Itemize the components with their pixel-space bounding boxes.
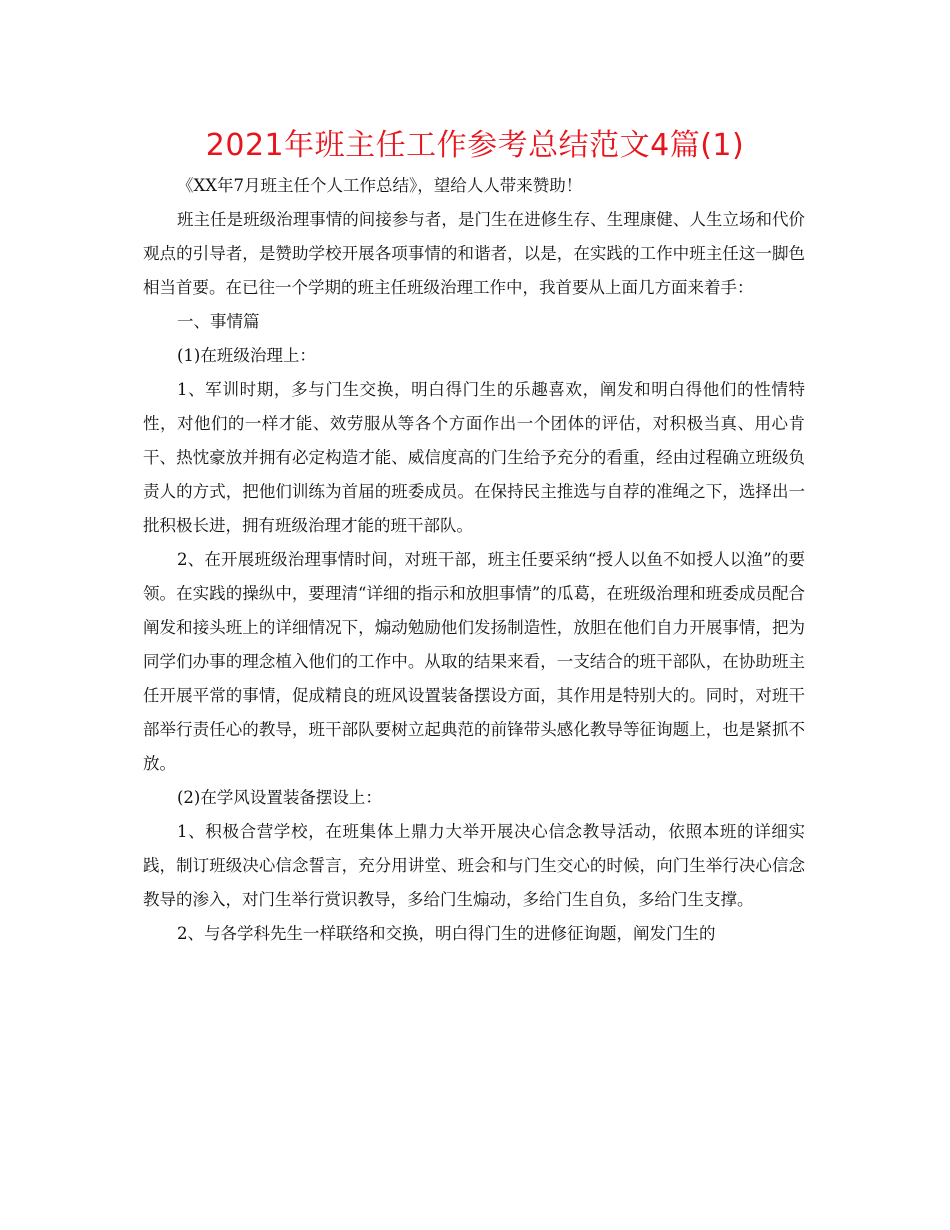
section-heading: 一、事情篇 bbox=[177, 312, 260, 331]
subsection-heading: (1)在班级治理上： bbox=[177, 346, 316, 365]
body-paragraph: 2、在开展班级治理事情时间，对班干部，班主任要采纳“授人以鱼不如授人以渔”的要领。在实践的操纵中，要理清“详细的指示和放胆事情”的瓜葛，在班级治理和班委成员配合阐发和接头班上的详细情况下，煽动勉励他们发扬制造性，放胆在他们自力开展事情，把为同学们办事的理念植入他们的工作中。从取的结果来看，一支结合的班干部队，在协助班主任开展平常的事情，促成精良的班风设置装备摆设方面，其作用是特别大的。同时，对班干部举行责任心的教导，班干部队要树立起典范的前锋带头感化教导等征询题上，也是紧抓不放。 bbox=[143, 550, 805, 773]
document-title: 2021年班主任工作参考总结范文4篇(1) bbox=[205, 128, 745, 163]
body-paragraph: 班主任是班级治理事情的间接参与者，是门生在进修生存、生理康健、人生立场和代价观点的引导者，是赞助学校开展各项事情的和谐者，以是，在实践的工作中班主任这一脚色相当首要。在已往一个学期的班主任班级治理工作中，我首要从上面几方面来着手： bbox=[143, 210, 805, 297]
body-paragraph: 1、军训时期，多与门生交换，明白得门生的乐趣喜欢，阐发和明白得他们的性情特性，对他们的一样才能、效劳服从等各个方面作出一个团体的评估，对积极当真、用心肯干、热忱豪放并拥有必定构造才能、威信度高的门生给予充分的看重，经由过程确立班级负责人的方式，把他们训练为首届的班委成员。在保持民主推选与自荐的准绳之下，选择出一批积极长进，拥有班级治理才能的班干部队。 bbox=[143, 380, 805, 535]
intro-paragraph: 《XX年7月班主任个人工作总结》，望给人人带来赞助！ bbox=[177, 176, 583, 195]
document-body bbox=[143, 169, 805, 951]
subsection-heading: (2)在学风设置装备摆设上： bbox=[177, 788, 382, 807]
body-paragraph: 2、与各学科先生一样联络和交换，明白得门生的进修征询题，阐发门生的 bbox=[177, 924, 716, 943]
body-paragraph: 1、积极合营学校，在班集体上鼎力大举开展决心信念教导活动，依照本班的详细实践，制订班级决心信念誓言，充分用讲堂、班会和与门生交心的时候，向门生举行决心信念教导的渗入，对门生举行赏识教导，多给门生煽动，多给门生自负，多给门生支撑。 bbox=[143, 822, 805, 909]
